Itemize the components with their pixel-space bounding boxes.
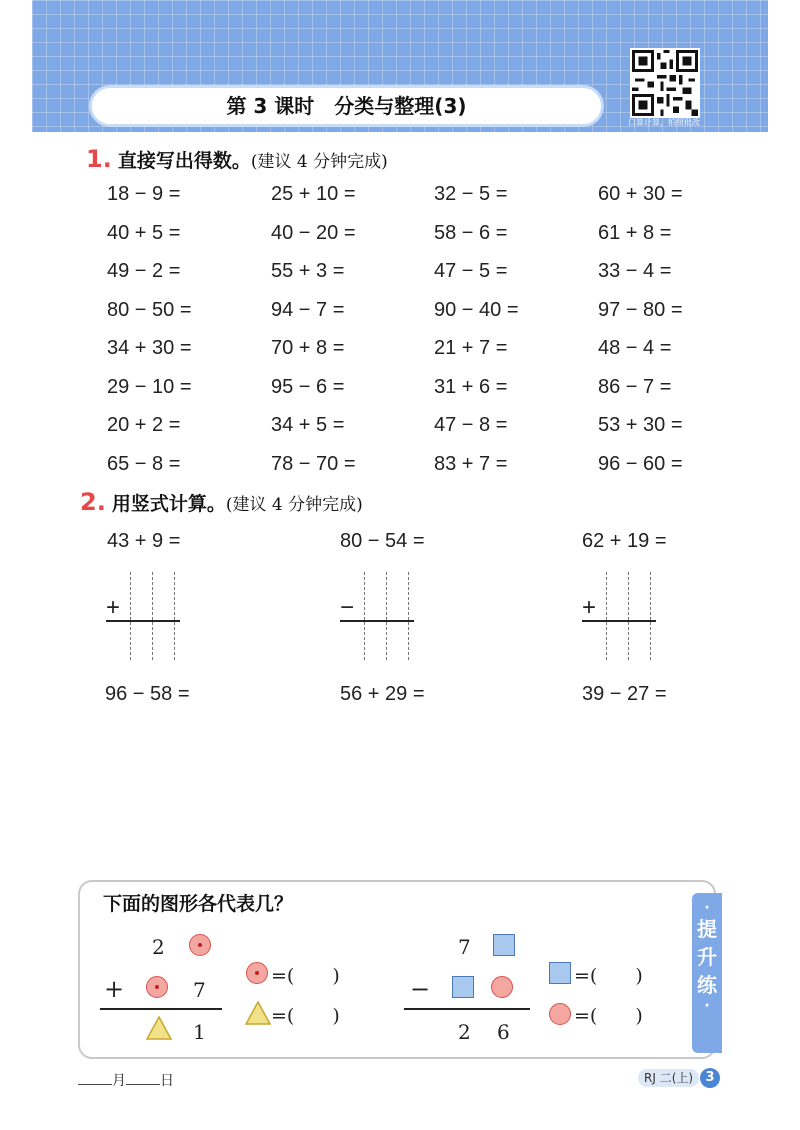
section-1-note: (建议 4 分钟完成) <box>250 152 388 172</box>
square-icon <box>549 962 571 984</box>
answer-blank[interactable]: =( ) <box>574 1005 643 1027</box>
month-label: 月 <box>112 1073 126 1089</box>
puzzle-digit: 2 <box>152 935 165 959</box>
arithmetic-problem: 83 + 7 = <box>434 452 508 475</box>
arithmetic-problem: 55 + 3 = <box>271 260 345 282</box>
arithmetic-problem: 29 − 10 = <box>107 375 192 398</box>
dotted-circle-icon <box>246 962 268 984</box>
operator-sign: + <box>582 594 597 621</box>
circle-icon <box>491 976 513 998</box>
date-field[interactable] <box>78 1070 174 1090</box>
page-title: 第 3 课时 分类与整理(3) <box>92 88 601 124</box>
arithmetic-problem: 48 − 4 = <box>598 337 672 359</box>
vertical-problem: 39 − 27 = <box>582 683 667 705</box>
square-icon <box>493 934 515 956</box>
page-number: 3 <box>700 1068 720 1088</box>
triangle-icon <box>146 1016 172 1040</box>
practice-title: 下面的图形各代表几？ <box>103 893 294 915</box>
arithmetic-problem: 70 + 8 = <box>271 337 345 359</box>
difference-line <box>404 1008 530 1010</box>
puzzle-digit: 7 <box>193 978 206 1002</box>
arithmetic-problem: 65 − 8 = <box>107 452 181 475</box>
arithmetic-problem: 61 + 8 = <box>598 221 672 244</box>
side-tab-char: 提 <box>697 917 717 941</box>
arithmetic-problem: 86 − 7 = <box>598 375 672 398</box>
operator-sign: − <box>410 975 431 1003</box>
answer-blank[interactable]: =( ) <box>574 965 643 987</box>
vertical-calc-frame[interactable] <box>582 572 662 662</box>
qr-caption: 口算计算，拍照批改 <box>628 118 700 127</box>
grade-tag: RJ 二(上) <box>638 1069 699 1087</box>
operator-sign: + <box>106 594 121 621</box>
arithmetic-problem: 94 − 7 = <box>271 298 345 321</box>
arithmetic-problem: 53 + 30 = <box>598 414 683 436</box>
arithmetic-problem: 40 + 5 = <box>107 221 181 244</box>
arithmetic-problem: 40 − 20 = <box>271 221 356 244</box>
arithmetic-problem: 80 − 50 = <box>107 298 192 321</box>
answer-blank[interactable]: =( ) <box>271 1005 340 1027</box>
side-tab-char: 练 <box>697 973 717 997</box>
section-2-title: 用竖式计算。 <box>111 493 226 515</box>
dotted-circle-icon <box>146 976 168 998</box>
answer-blank[interactable]: =( ) <box>271 965 340 987</box>
side-tab-char: 升 <box>697 945 717 969</box>
arithmetic-problem: 34 + 5 = <box>271 414 345 436</box>
arithmetic-problem: 60 + 30 = <box>598 183 683 205</box>
sum-line <box>100 1008 222 1010</box>
square-icon <box>452 976 474 998</box>
section-1-heading <box>86 145 388 173</box>
arithmetic-problem: 49 − 2 = <box>107 260 181 282</box>
puzzle-digit: 6 <box>497 1020 510 1044</box>
arithmetic-problem: 47 − 8 = <box>434 414 508 436</box>
arithmetic-problem: 95 − 6 = <box>271 375 345 398</box>
arithmetic-problem: 78 − 70 = <box>271 452 356 475</box>
section-2-note: (建议 4 分钟完成) <box>225 495 363 515</box>
vertical-calc-frame[interactable] <box>106 572 186 662</box>
qr-code-icon[interactable] <box>630 48 700 118</box>
arithmetic-problem: 18 − 9 = <box>107 183 181 205</box>
section-2-heading <box>80 488 363 516</box>
arithmetic-problem: 21 + 7 = <box>434 337 508 359</box>
circle-icon <box>549 1003 571 1025</box>
arithmetic-problem: 32 − 5 = <box>434 183 508 205</box>
side-tab: · 提 升 练 · <box>692 893 722 1053</box>
arithmetic-problem: 25 + 10 = <box>271 183 356 205</box>
arithmetic-problem: 34 + 30 = <box>107 337 192 359</box>
arithmetic-problem: 33 − 4 = <box>598 260 672 282</box>
puzzle-digit: 1 <box>193 1020 206 1044</box>
arithmetic-problem: 47 − 5 = <box>434 260 508 282</box>
section-1-title: 直接写出得数。 <box>117 150 251 172</box>
arithmetic-problem: 96 − 60 = <box>598 452 683 475</box>
section-2-number: 2. <box>80 488 106 516</box>
section-1-number: 1. <box>86 145 112 173</box>
triangle-icon <box>245 1001 271 1025</box>
operator-sign: − <box>340 594 355 621</box>
arithmetic-problem: 20 + 2 = <box>107 414 181 436</box>
dotted-circle-icon <box>189 934 211 956</box>
arithmetic-problem: 58 − 6 = <box>434 221 508 244</box>
vertical-problem: 80 − 54 = <box>340 530 425 552</box>
arithmetic-problem: 97 − 80 = <box>598 298 683 321</box>
vertical-problem: 43 + 9 = <box>107 530 181 552</box>
vertical-problem: 96 − 58 = <box>105 683 190 705</box>
vertical-problem: 62 + 19 = <box>582 530 667 552</box>
vertical-calc-frame[interactable] <box>340 572 420 662</box>
vertical-problem: 56 + 29 = <box>340 683 425 705</box>
puzzle-digit: 2 <box>458 1020 471 1044</box>
arithmetic-problem: 31 + 6 = <box>434 375 508 398</box>
puzzle-digit: 7 <box>458 935 471 959</box>
operator-sign: + <box>104 975 125 1003</box>
day-label: 日 <box>160 1073 174 1089</box>
arithmetic-problem: 90 − 40 = <box>434 298 519 321</box>
